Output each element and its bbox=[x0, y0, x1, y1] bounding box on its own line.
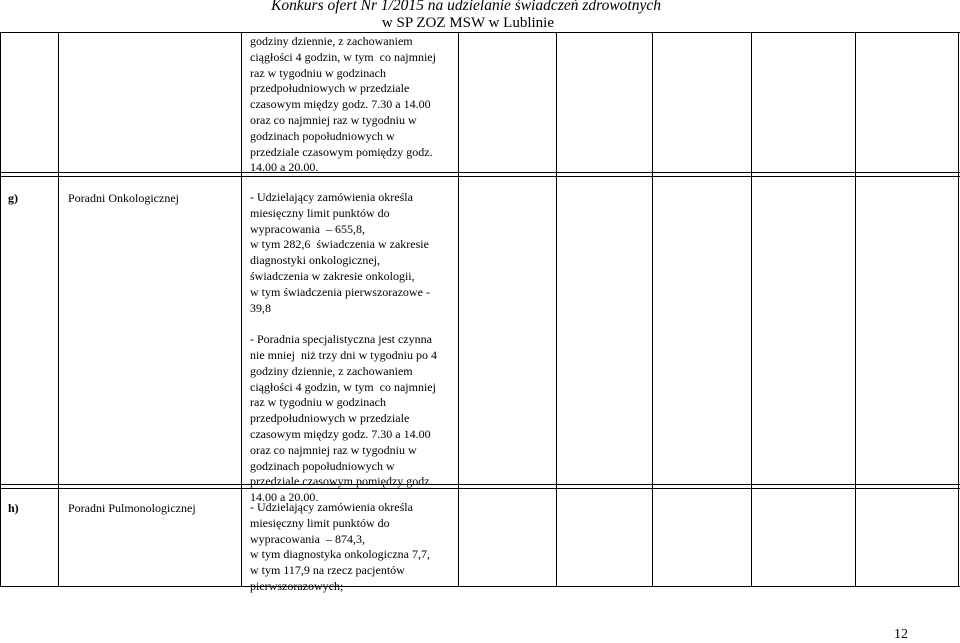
row-letter-g: g) bbox=[8, 191, 18, 205]
text-line: miesięczny limit punktów do bbox=[250, 205, 390, 220]
text-line: w tym 282,6 świadczenia w zakresie bbox=[250, 237, 429, 252]
text-line: w tym 117,9 na rzecz pacjentów bbox=[250, 563, 405, 578]
text-line: przedpołudniowych w przedziale bbox=[250, 81, 410, 96]
header-subtitle: w SP ZOZ MSW w Lublinie bbox=[381, 15, 554, 31]
text-line: świadczenia w zakresie onkologii, bbox=[250, 268, 415, 283]
column-divider bbox=[652, 32, 653, 587]
text-line: ciągłości 4 godzin, w tym co najmniej bbox=[250, 379, 436, 394]
text-line: czasowym między godz. 7.30 a 14.00 bbox=[250, 426, 431, 441]
row-separator bbox=[0, 488, 960, 489]
column-divider bbox=[58, 32, 59, 587]
text-line: wypracowania – 874,3, bbox=[250, 531, 365, 546]
text-line: godziny dziennie, z zachowaniem bbox=[250, 34, 413, 48]
description-oncology bbox=[250, 190, 437, 506]
text-line: przedziale czasowym pomiędzy godz. bbox=[250, 474, 433, 489]
header-title: Konkurs ofert Nr 1/2015 na udzielanie świadczeń zdrowotnych bbox=[271, 0, 661, 14]
page-number: 12 bbox=[894, 627, 908, 642]
text-line bbox=[250, 316, 437, 332]
text-line: godzinach popołudniowych w bbox=[250, 128, 395, 143]
description-pulmonology bbox=[250, 500, 430, 595]
column-divider bbox=[458, 32, 459, 587]
column-divider bbox=[0, 32, 1, 587]
row-letter-h: h) bbox=[8, 501, 19, 515]
row-separator bbox=[0, 172, 960, 173]
text-line: 14.00 a 20.00. bbox=[250, 490, 319, 505]
column-divider bbox=[958, 32, 959, 587]
text-line: raz w tygodniu w godzinach bbox=[250, 65, 386, 80]
description-continuation bbox=[250, 34, 436, 176]
text-line: 39,8 bbox=[250, 300, 271, 315]
row-separator bbox=[0, 484, 960, 485]
text-line: godziny dziennie, z zachowaniem bbox=[250, 363, 413, 378]
text-line: w tym świadczenia pierwszorazowe - bbox=[250, 284, 430, 299]
text-line: oraz co najmniej raz w tygodniu w bbox=[250, 112, 417, 127]
text-line: - Udzielający zamówienia określa bbox=[250, 500, 413, 514]
clinic-name-pulmonology: Poradni Pulmonologicznej bbox=[68, 501, 196, 515]
text-line: przedziale czasowym pomiędzy godz. bbox=[250, 144, 433, 159]
text-line: oraz co najmniej raz w tygodniu w bbox=[250, 442, 417, 457]
column-divider bbox=[855, 32, 856, 587]
text-line: - Poradnia specjalistyczna jest czynna bbox=[250, 332, 432, 347]
text-line: 14.00 a 20.00. bbox=[250, 160, 319, 175]
text-line: pierwszorazowych; bbox=[250, 578, 344, 593]
text-line: - Udzielający zamówienia określa bbox=[250, 190, 413, 204]
table-top-rule bbox=[0, 32, 960, 33]
text-line: wypracowania – 655,8, bbox=[250, 221, 365, 236]
text-line: diagnostyki onkologicznej, bbox=[250, 253, 380, 268]
column-divider bbox=[556, 32, 557, 587]
text-line: godzinach popołudniowych w bbox=[250, 458, 395, 473]
column-divider bbox=[241, 32, 242, 587]
text-line: czasowym między godz. 7.30 a 14.00 bbox=[250, 97, 431, 112]
clinic-name-oncology: Poradni Onkologicznej bbox=[68, 191, 179, 205]
text-line: przedpołudniowych w przedziale bbox=[250, 411, 410, 426]
text-line: w tym diagnostyka onkologiczna 7,7, bbox=[250, 547, 430, 562]
table-bottom-rule bbox=[0, 586, 960, 587]
text-line: raz w tygodniu w godzinach bbox=[250, 395, 386, 410]
row-separator bbox=[0, 176, 960, 177]
text-line: nie mniej niż trzy dni w tygodniu po 4 bbox=[250, 347, 437, 362]
text-line: miesięczny limit punktów do bbox=[250, 515, 390, 530]
text-line: ciągłości 4 godzin, w tym co najmniej bbox=[250, 49, 436, 64]
column-divider bbox=[751, 32, 752, 587]
